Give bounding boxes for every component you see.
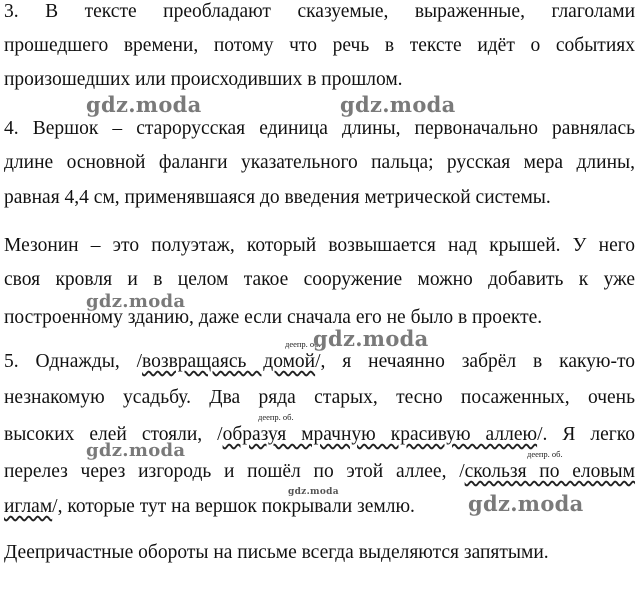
text-line: своя кровля и в целом такое сооружение можно добавить к уже [4, 269, 635, 290]
participle-phrase: скользя по еловым [464, 461, 636, 482]
text-fragment: /, [52, 496, 63, 517]
text-line: построенному зданию, даже если сначала его не было в проекте. [4, 307, 543, 328]
text-line: прошедшего времени, потому что речь в тексте идёт о событиях [4, 35, 635, 56]
watermark: gdz.moda [340, 92, 456, 117]
text-line: 3. В тексте преобладают сказуемые, выраженные, глаголами [4, 1, 635, 22]
participle-phrase: возвращаясь домой [142, 351, 316, 372]
text-line: Деепричастные обороты на письме всегда выделяются запятыми. [4, 542, 549, 563]
text-fragment: 5. Однажды, / [4, 351, 143, 372]
watermark: gdz.moda [86, 440, 186, 461]
text-line: 4. Вершок – старорусская единица длины, первоначально равнялась [4, 118, 635, 139]
watermark: gdz.moda [86, 92, 202, 117]
participle-phrase: иглам [4, 496, 53, 517]
text-fragment: /, я нечаянно забрёл в какую-то [315, 351, 635, 372]
participle-phrase: образуя мрачную красивую аллею [222, 424, 538, 445]
participle-label: деепр. об. [258, 412, 294, 422]
text-line: незнакомую усадьбу. Два ряда старых, тесно посаженных, очень [4, 387, 635, 408]
participle-label: деепр. об. [527, 449, 563, 459]
watermark: gdz.moda [468, 491, 584, 516]
watermark: gdz.moda [313, 326, 429, 351]
text-fragment: которые тут на вершок покрывали землю. [67, 496, 415, 517]
text-line [4, 460, 635, 484]
text-fragment: высоких елей стояли, / [4, 424, 223, 445]
participle-label: деепр. об. [285, 339, 321, 349]
text-line: Мезонин – это полуэтаж, который возвышается над крышей. У него [4, 235, 635, 256]
text-line: произошедших или происходивших в прошлом. [4, 69, 403, 90]
watermark: gdz.moda [86, 291, 186, 312]
text-fragment: /. Я легко [537, 424, 636, 445]
text-line: равная 4,4 см, применявшаяся до введения метрической системы. [4, 187, 551, 208]
text-line: длине основной фаланги указательного пальца; русская мера длины, [4, 152, 635, 173]
text-fragment: перелез через изгородь и пошёл по этой аллее, / [4, 461, 465, 482]
text-line [4, 350, 635, 374]
watermark: gdz.moda [288, 487, 339, 497]
